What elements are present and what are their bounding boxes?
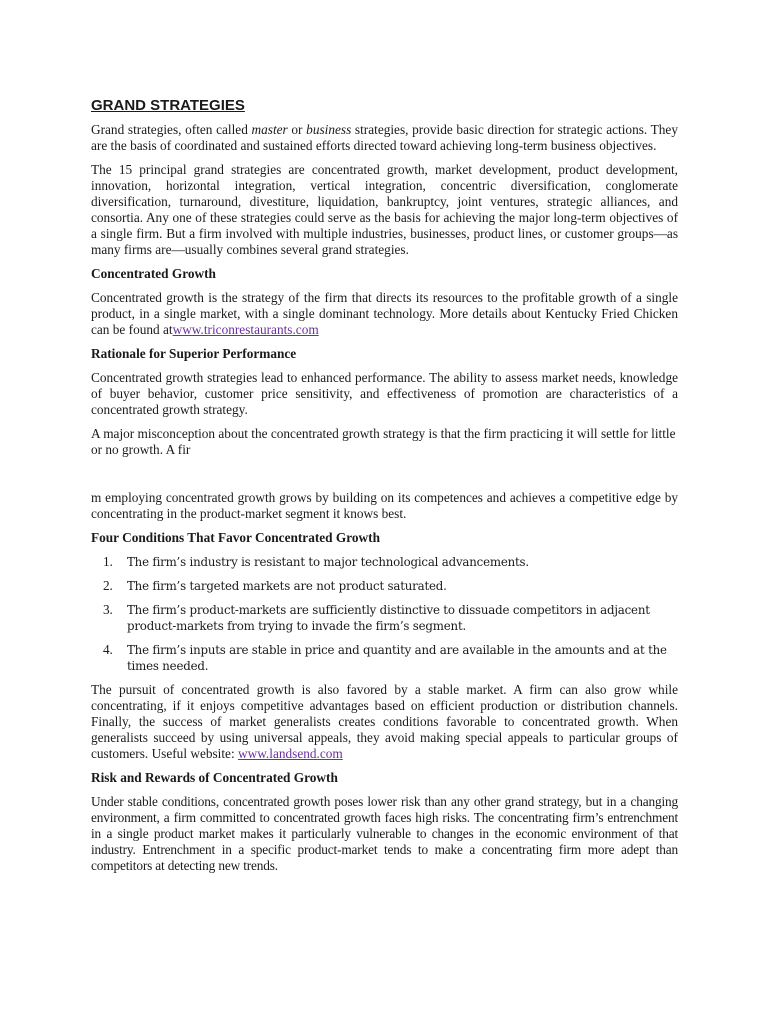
list-item: 1. The firm’s industry is resistant to major technological advancements. — [103, 554, 529, 569]
conditions-after-paragraph: The pursuit of concentrated growth is also favored by a stable market. A firm can also grow while concentrating, if it enjoys competitive advantages based on efficient production or distribution channels. Finally, the success of market generalists creates conditions favorable to concentrated growth. When generalists succeed by using universal appeals, they avoid making special appeals to particular groups of customers. Useful website: www.landsend.com — [91, 682, 678, 761]
landsend-link[interactable]: www.landsend.com — [237, 746, 343, 761]
page-break-gap — [91, 466, 678, 490]
rationale-paragraph-1: Concentrated growth strategies lead to enhanced performance. The ability to assess market needs, knowledge of buyer behavior, customer price sensitivity, and effectiveness of promotion are characteristics of a concentrated growth strategy. — [91, 370, 678, 417]
business-term: business — [306, 122, 352, 137]
rationale-paragraph-2: A major misconception about the concentrated growth strategy is that the firm practicing it will settle for little or no growth. A fir — [91, 426, 676, 457]
tricon-link[interactable]: www.triconrestaurants.com — [172, 322, 319, 337]
conditions-heading: Four Conditions That Favor Concentrated Growth — [91, 530, 380, 545]
rationale-heading: Rationale for Superior Performance — [91, 346, 297, 361]
rationale-paragraph-3: m employing concentrated growth grows by building on its competences and achieves a competitive edge by concentrating in the product-market segment it knows best. — [91, 490, 678, 521]
page-title: GRAND STRATEGIES — [91, 97, 245, 114]
list-item: 4. The firm’s inputs are stable in price and quantity and are available in the amounts and at the times needed. — [103, 642, 667, 673]
master-term: master — [251, 122, 288, 137]
risk-paragraph: Under stable conditions, concentrated growth poses lower risk than any other grand strategy, but in a changing environment, a firm committed to concentrated growth faces high risks. The concentrating firm’s entrenchment in a single product market makes it particularly vulnerable to changes in the economic environment of that industry. Entrenchment in a specific product-market tends to make a concentrating firm more adept than competitors at detecting new trends. — [91, 794, 678, 873]
principal-strategies-paragraph: The 15 principal grand strategies are concentrated growth, market development, product development, innovation, horizontal integration, vertical integration, concentric diversification, conglomerate diversification, turnaround, divestiture, liquidation, bankruptcy, joint ventures, strategic alliances, and consortia. Any one of these strategies could serve as the basis for achieving the major long-term objectives of a single firm. But a firm involved with multiple industries, businesses, product lines, or customer groups—as many firms are—usually combines several grand strategies. — [91, 162, 678, 257]
list-item: 3. The firm’s product-markets are sufficiently distinctive to dissuade competitors in adjacent product-markets from trying to invade the firm’s segment. — [103, 602, 650, 633]
concentrated-growth-heading: Concentrated Growth — [91, 266, 216, 281]
concentrated-growth-paragraph: Concentrated growth is the strategy of the firm that directs its resources to the profitable growth of a single product, in a single market, with a single dominant technology. More details about Kentucky Fried Chicken can be found atwww.triconrestaurants.com — [91, 290, 678, 337]
conditions-list — [91, 554, 678, 674]
intro-paragraph: Grand strategies, often called master or business strategies, provide basic direction for strategic actions. They are the basis of coordinated and sustained efforts directed toward achieving long-term business objectives. — [91, 122, 678, 153]
risk-heading: Risk and Rewards of Concentrated Growth — [91, 770, 338, 785]
list-item: 2. The firm’s targeted markets are not product saturated. — [103, 578, 447, 593]
